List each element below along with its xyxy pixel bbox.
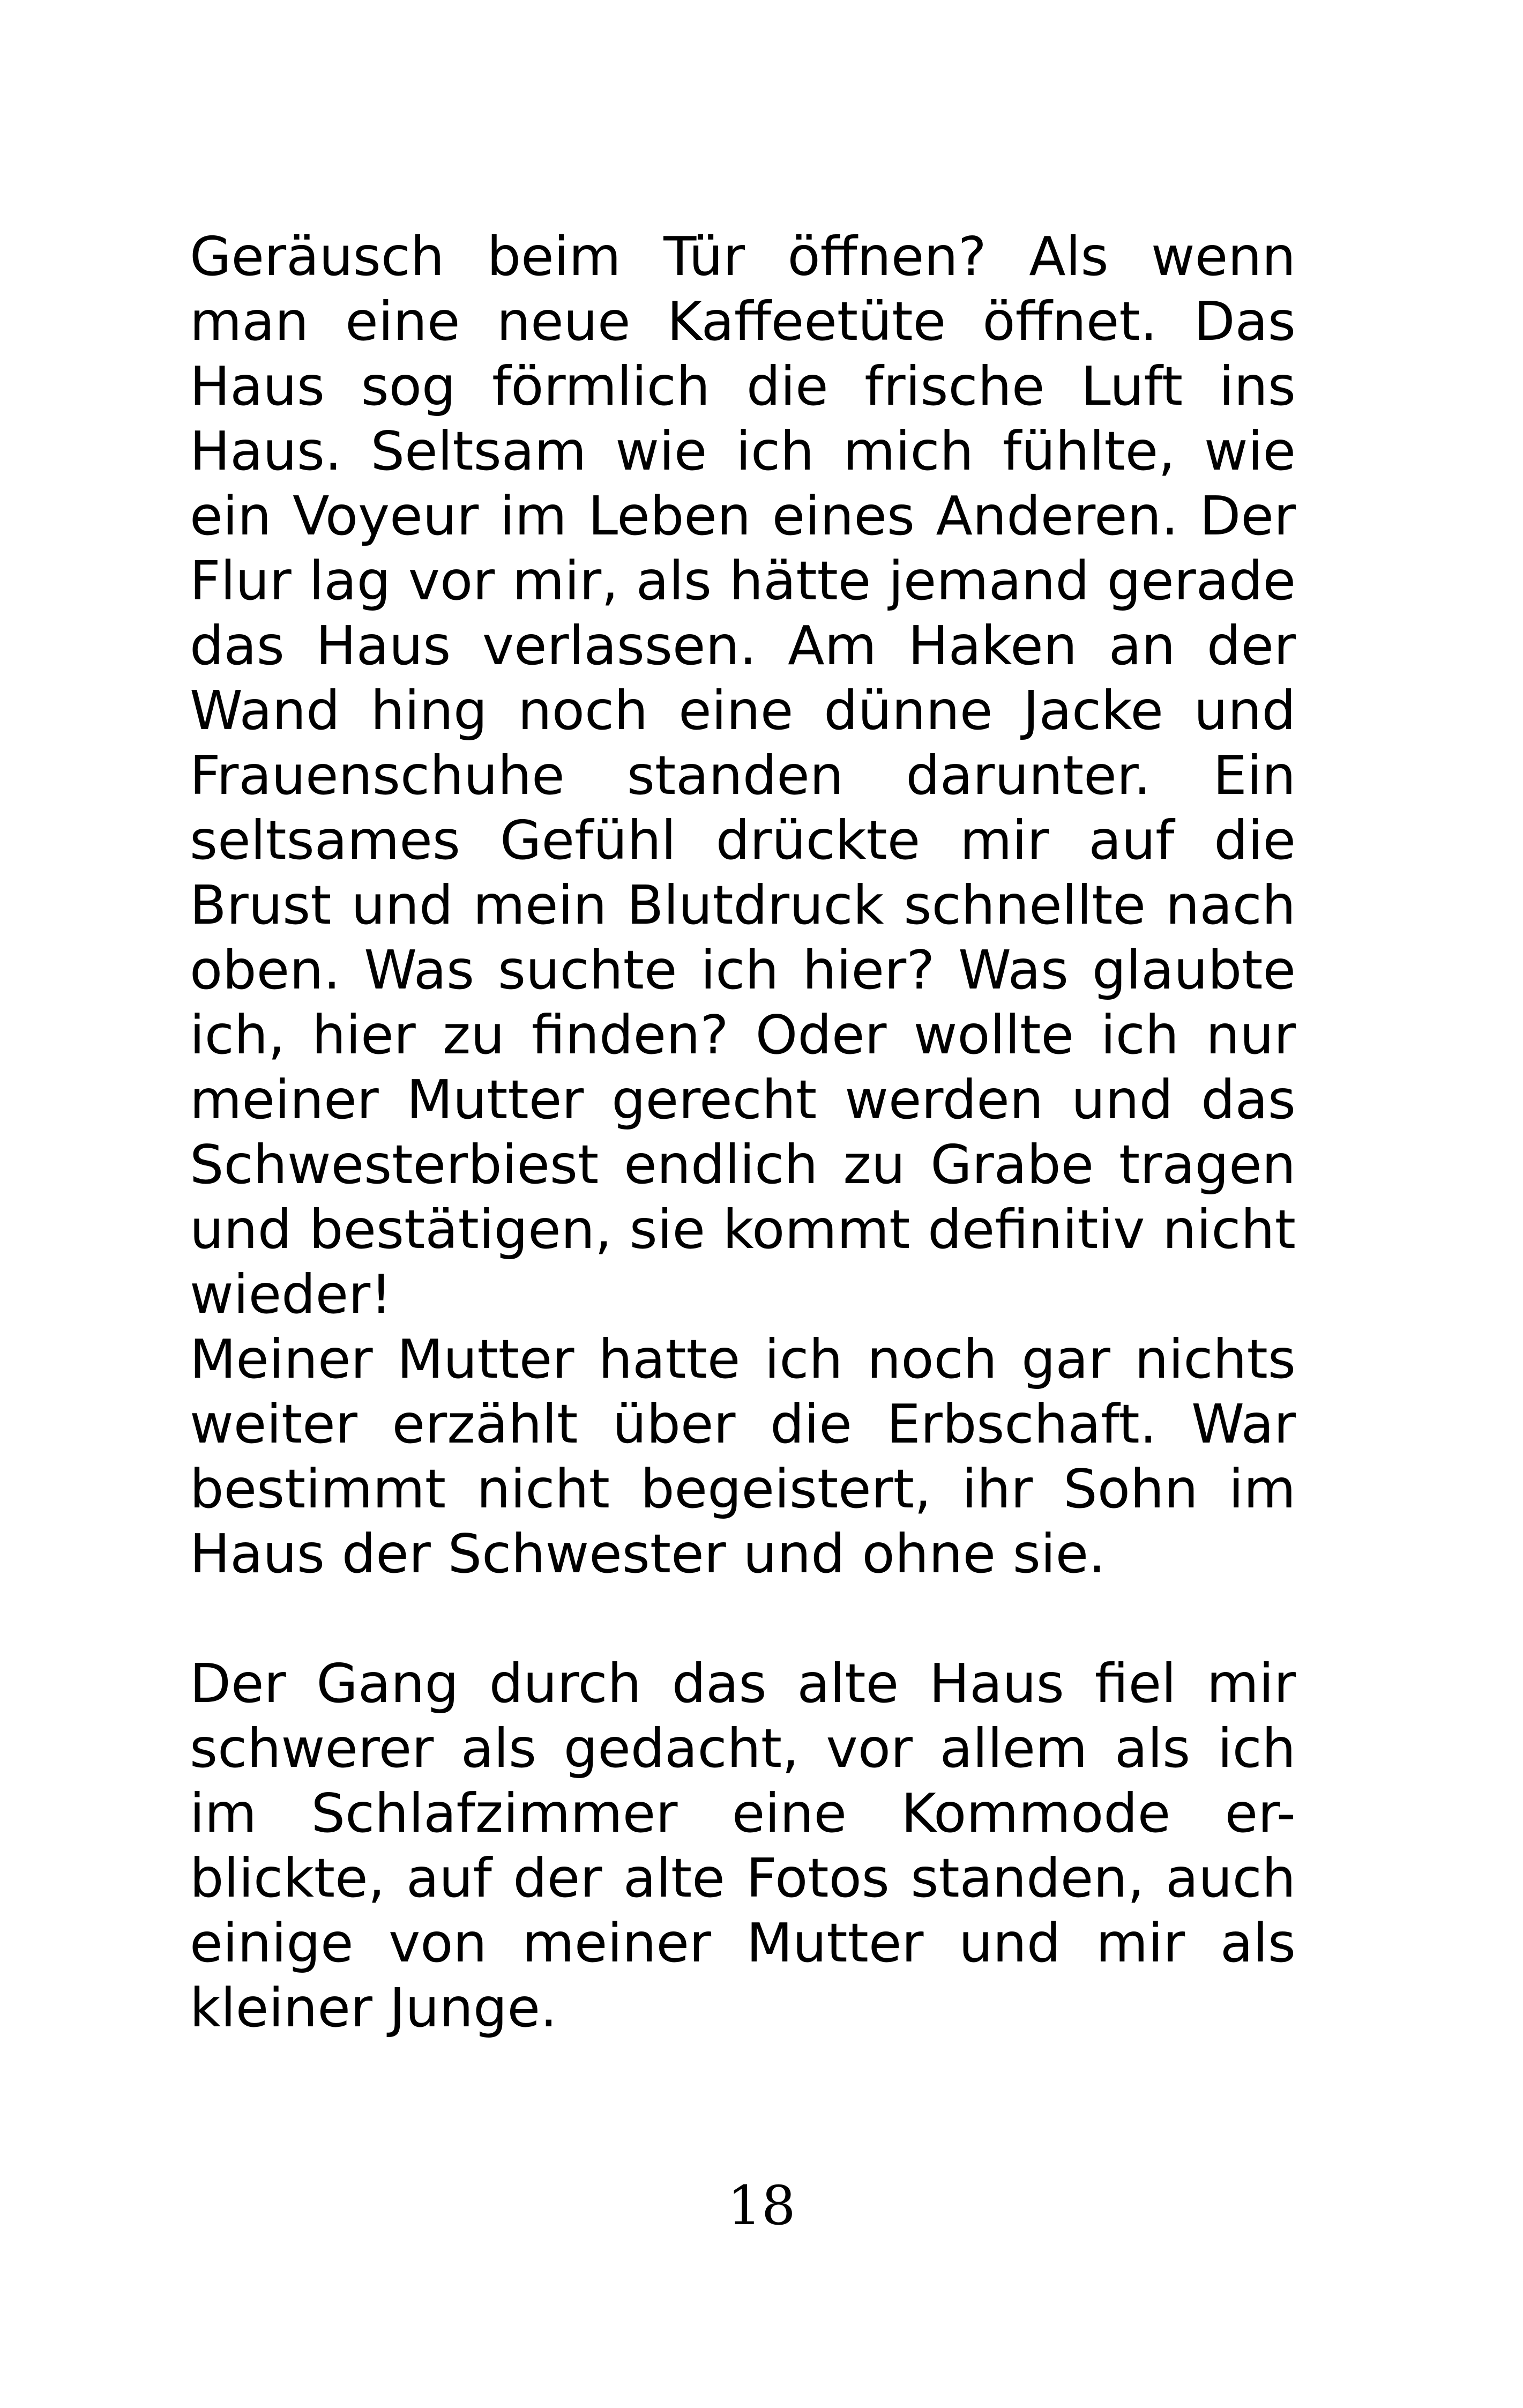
text-line: man eine neue Kaffeetüte öffnet. Das	[190, 290, 1296, 353]
text-line: Geräusch beim Tür öffnen? Als wenn	[190, 225, 1296, 288]
text-line: kleiner Junge.	[190, 1976, 557, 2039]
text-line: meiner Mutter gerecht werden und das	[190, 1068, 1296, 1131]
text-line: Schwesterbiest endlich zu Grabe tragen	[190, 1133, 1296, 1196]
text-line: das Haus verlassen. Am Haken an der	[190, 614, 1296, 677]
text-line: Flur lag vor mir, als hätte jemand gerade	[190, 549, 1296, 612]
text-line: Wand hing noch eine dünne Jacke und	[190, 679, 1296, 742]
text-line: Der Gang durch das alte Haus fiel mir	[190, 1652, 1296, 1715]
paragraph-2	[190, 1327, 1296, 1586]
paragraph-1	[190, 224, 1296, 1327]
page-number: 18	[727, 2174, 796, 2237]
text-line: blickte, auf der alte Fotos standen, auch	[190, 1847, 1296, 1909]
text-line: Haus. Seltsam wie ich mich fühlte, wie	[190, 420, 1296, 482]
paragraph-spacer	[190, 1586, 1296, 1651]
text-line: Haus der Schwester und ohne sie.	[190, 1522, 1106, 1585]
text-line: seltsames Gefühl drückte mir auf die	[190, 809, 1296, 872]
text-line: bestimmt nicht begeistert, ihr Sohn im	[190, 1458, 1296, 1520]
text-line: im Schlafzimmer eine Kommode er-	[190, 1782, 1296, 1845]
text-line: ein Voyeur im Leben eines Anderen. Der	[190, 485, 1296, 547]
text-line: weiter erzählt über die Erbschaft. War	[190, 1393, 1296, 1455]
text-line: Brust und mein Blutdruck schnellte nach	[190, 874, 1296, 937]
text-line: Meiner Mutter hatte ich noch gar nichts	[190, 1328, 1296, 1391]
text-line: Frauenschuhe standen darunter. Ein	[190, 744, 1296, 807]
text-line: ich, hier zu finden? Oder wollte ich nur	[190, 1004, 1296, 1066]
text-line: wieder!	[190, 1263, 392, 1326]
text-line: oben. Was suchte ich hier? Was glaubte	[190, 939, 1296, 1001]
text-line: einige von meiner Mutter und mir als	[190, 1912, 1296, 1974]
body-text	[190, 224, 1296, 2040]
text-line: und bestätigen, sie kommt definitiv nicht	[190, 1198, 1296, 1261]
paragraph-3	[190, 1651, 1296, 2040]
text-line: Haus sog förmlich die frische Luft ins	[190, 355, 1296, 418]
text-line: schwerer als gedacht, vor allem als ich	[190, 1717, 1296, 1780]
